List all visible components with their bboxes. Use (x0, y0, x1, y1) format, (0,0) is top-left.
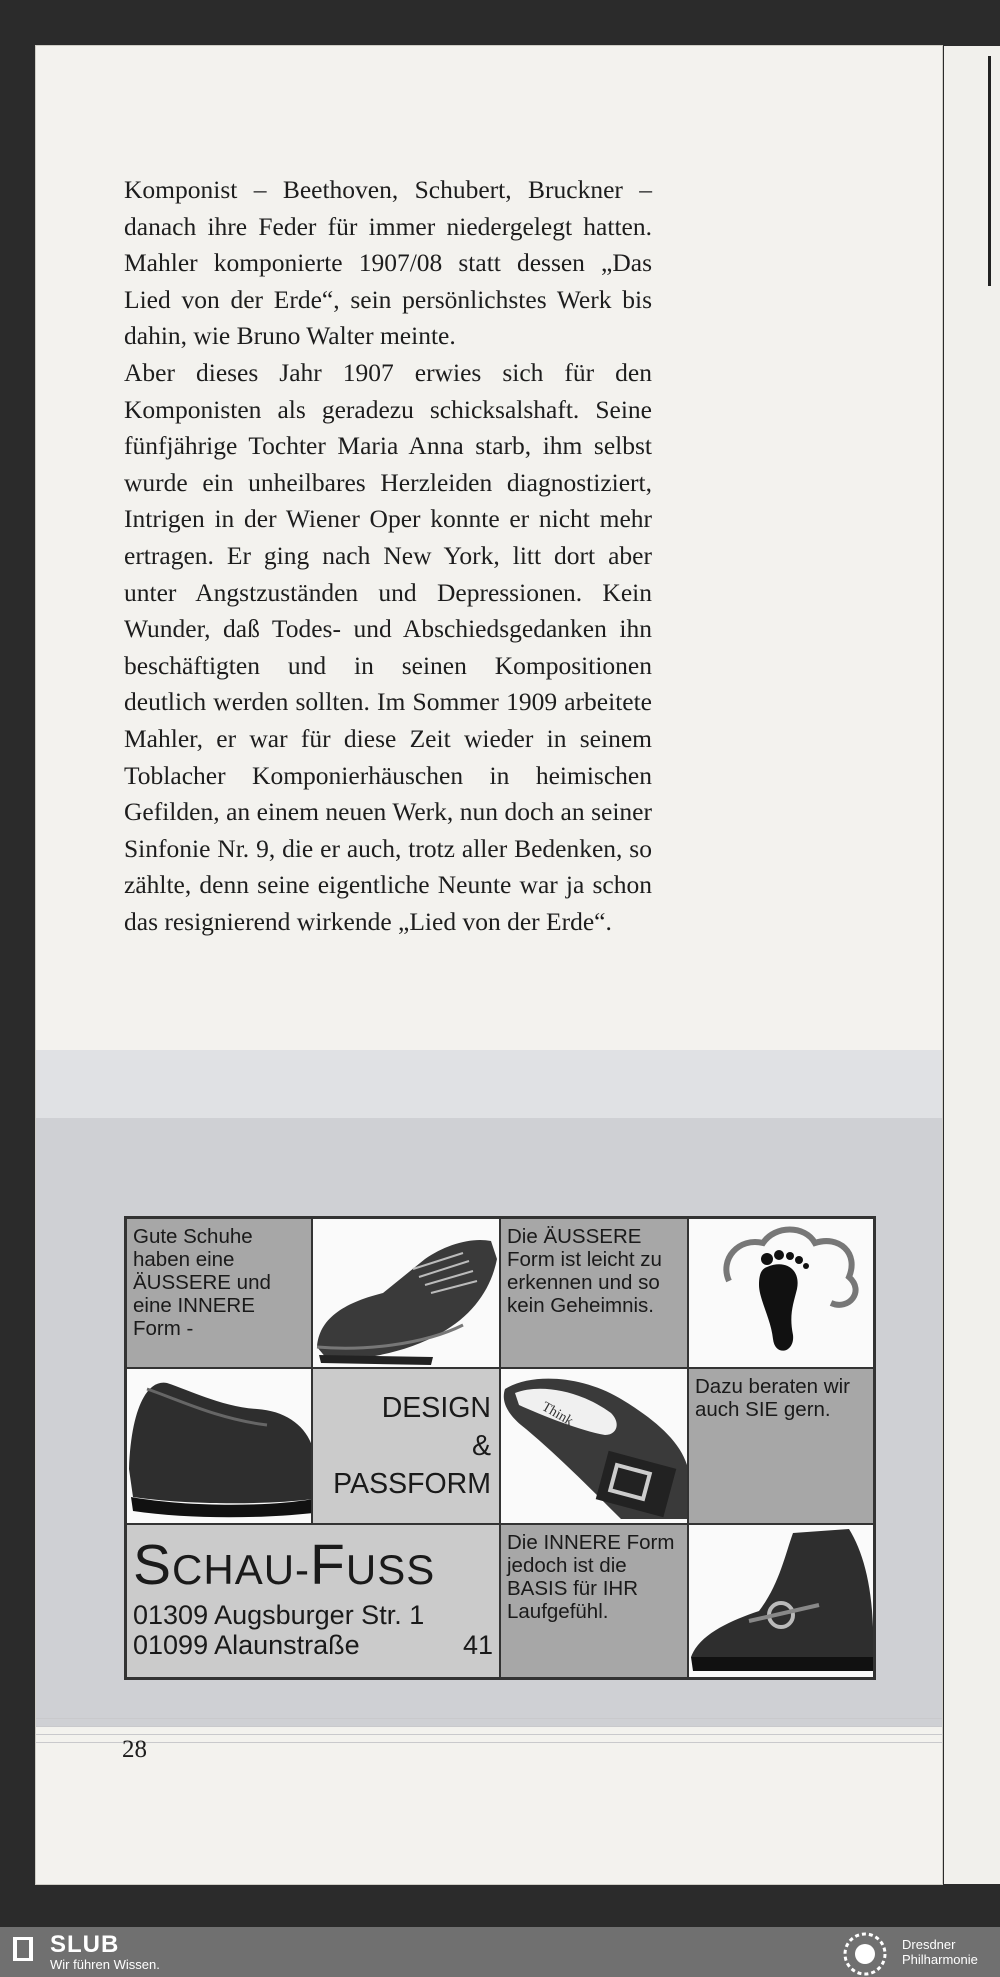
facing-page-edge (944, 46, 1000, 1884)
library-name: SLUB (50, 1931, 120, 1958)
partner-name (902, 1937, 978, 1967)
slip-on-shoe-icon (127, 1369, 312, 1523)
address-line-2 (127, 1630, 499, 1660)
design-passform-block (312, 1368, 500, 1524)
brand-initial-s: S (133, 1533, 173, 1597)
shoe-photo-lace-up (312, 1218, 500, 1368)
insole-shoe-icon (501, 1369, 687, 1523)
insole-brand-label: Think (539, 1399, 576, 1430)
ad-inner-form-text: Die INNERE Form jedoch ist die BASIS für IHR Laufgefühl. (500, 1524, 688, 1678)
slub-book-icon (12, 1935, 34, 1963)
paragraph-1: Komponist – Beethoven, Schubert, Bruckner – danach ihre Feder für immer niedergelegt hatten. Mahler komponierte 1907/08 statt dessen „Das Lied von der Erde“, sein persönlichstes Werk bis dahin, wie Bruno Walter meinte. (124, 175, 652, 351)
footer-rule (36, 1734, 942, 1735)
footer-rule (36, 1742, 942, 1743)
shoe-store-advertisement (124, 1216, 876, 1680)
brand-part-chau: CHAU- (172, 1546, 311, 1593)
brand-initial-f: F (310, 1533, 346, 1597)
lace-up-shoe-icon (313, 1219, 499, 1367)
facing-page-rule (988, 56, 991, 286)
brand-block (126, 1524, 500, 1678)
design-label: DESIGN (381, 1392, 491, 1424)
footprint-icon (689, 1219, 874, 1367)
address-line-1 (127, 1600, 499, 1630)
paragraph-2: Aber dieses Jahr 1907 erwies sich für den Komponisten als geradezu schicksalshaft. Seine fünfjährige Tochter Maria Anna starb, ihm selbst wurde ein unheilbares Herzleiden diagnostiziert, Intrigen in der Wiener Oper konnte er nicht mehr ertragen. Er ging nach New York, litt dort aber unter Angstzuständen und Depressionen. Kein Wunder, daß Todes- und Abschiedsgedanken ihn beschäftigten und in seinen Kompositionen deutlich werden sollten. Im Sommer 1909 arbeitete Mahler, er war für diese Zeit wieder in seinem Toblacher Komponierhäuschen in heimischen Gefilden, an einem neuen Werk, nun doch an seiner Sinfonie Nr. 9, die er auch, trotz aller Bedenken, so zählte, denn seine eigentliche Neunte war ja schon das resignierend wirkende „Lied von der Erde“. (124, 357, 652, 936)
address-2-street: 01099 Alaunstraße (133, 1630, 360, 1660)
document-page (36, 46, 942, 1884)
address-1: 01309 Augsburger Str. 1 (133, 1600, 425, 1630)
shoe-photo-ankle-boot (688, 1524, 874, 1678)
brand-part-uss: USS (345, 1546, 436, 1593)
footer-rule (36, 1718, 942, 1719)
bleed-through-text (646, 626, 886, 660)
footer-bar (0, 1927, 1000, 1977)
passform-label: PASSFORM (333, 1468, 491, 1500)
philharmonie-logo-icon (842, 1931, 888, 1977)
ankle-boot-icon (689, 1525, 874, 1677)
background-shade-light (36, 1050, 942, 1118)
article-text (124, 172, 652, 940)
shoe-photo-slip-on (126, 1368, 312, 1524)
ad-outer-form-text: Gute Schuhe haben eine ÄUSSERE und eine INNERE Form - (126, 1218, 312, 1368)
ad-outer-easy-text: Die ÄUSSERE Form ist leicht zu erkennen und so kein Geheimnis. (500, 1218, 688, 1368)
ad-advice-text: Dazu beraten wir auch SIE gern. (688, 1368, 874, 1524)
page-number: 28 (122, 1736, 147, 1763)
partner-line-2: Philharmonie (902, 1952, 978, 1967)
library-claim: Wir führen Wissen. (50, 1957, 160, 1972)
brand-name (127, 1525, 499, 1600)
foot-logo (688, 1218, 874, 1368)
shoe-photo-buckle-insole (500, 1368, 688, 1524)
partner-line-1: Dresdner (902, 1937, 956, 1952)
footer-rule (36, 1726, 942, 1727)
address-2-number: 41 (462, 1630, 493, 1660)
ampersand-label: & (471, 1430, 491, 1462)
